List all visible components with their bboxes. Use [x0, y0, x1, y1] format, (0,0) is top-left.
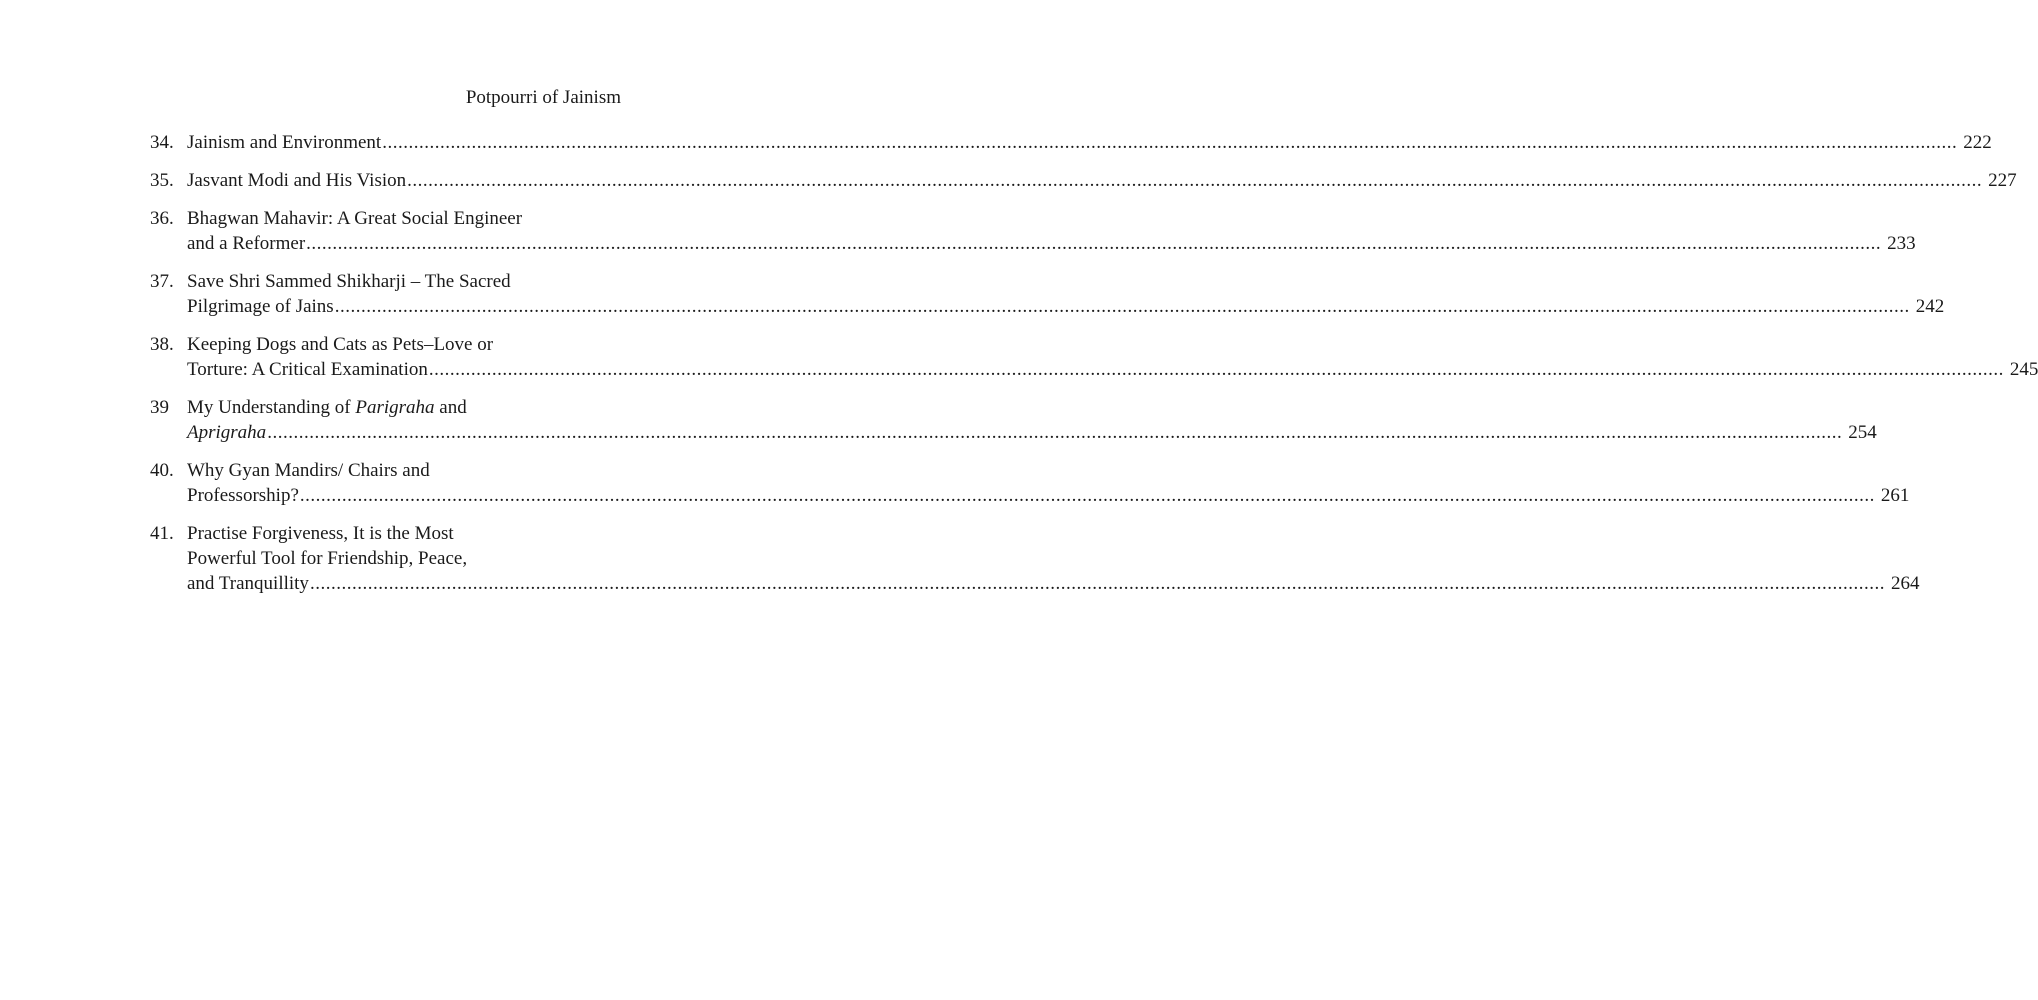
- toc-title-text: [187, 420, 266, 445]
- toc-entry-number: 34.: [150, 132, 174, 153]
- dot-leader: ............................................................................................................................................................................................................................................................................................................: [309, 573, 1885, 594]
- toc-title-line: [187, 521, 621, 546]
- toc-title-line: [187, 546, 621, 571]
- toc-title-text: Powerful Tool for Friendship, Peace,: [187, 548, 468, 569]
- toc-entry: [150, 130, 1992, 155]
- toc-entry: [150, 206, 1916, 256]
- running-head: Potpourri of Jainism: [465, 87, 621, 108]
- toc-entry: [150, 521, 1920, 596]
- toc-title-line: [187, 357, 2038, 382]
- toc-page-number: 227: [1988, 170, 2017, 191]
- italic-term: Aprigraha: [187, 422, 267, 443]
- toc-title-line: [187, 294, 1945, 319]
- toc-entry-number: 39: [150, 397, 169, 418]
- toc-page-number: 261: [1880, 485, 1910, 506]
- toc-title-text: Save Shri Sammed Shikharji – The Sacred: [187, 271, 511, 292]
- toc-entry-title: [187, 521, 1920, 596]
- toc-title-text: Jasvant Modi and His Vision: [187, 170, 407, 191]
- toc-entry: [150, 332, 2038, 382]
- toc-entry-number: 38.: [150, 334, 174, 355]
- toc-title-text: Professorship?: [187, 485, 299, 506]
- toc-page-number: 233: [1887, 233, 1916, 254]
- toc-entry: [150, 395, 1877, 445]
- toc-entry-title: [187, 130, 1992, 155]
- toc-title-line: [187, 420, 1877, 445]
- toc-entry: [150, 269, 1945, 319]
- toc-entry-number: 40.: [150, 460, 174, 481]
- toc-entry-title: [187, 206, 1916, 256]
- dot-leader: ............................................................................................................................................................................................................................................................................................................: [334, 296, 1910, 317]
- toc-title-line: [187, 395, 621, 420]
- toc-title-line: [187, 571, 1920, 596]
- italic-term: Parigraha: [355, 397, 435, 418]
- toc-title-line: [187, 332, 621, 357]
- toc-page-number: 254: [1848, 422, 1877, 443]
- toc-title-line: [187, 206, 621, 231]
- dot-leader: ............................................................................................................................................................................................................................................................................................................: [267, 422, 1843, 443]
- toc-title-line: [187, 231, 1916, 256]
- toc-title-line: [187, 168, 2017, 193]
- toc-entry-number: 41.: [150, 523, 174, 544]
- toc-title-text: and a Reformer: [187, 233, 306, 254]
- toc-entry-title: [187, 168, 2017, 193]
- dot-leader: ............................................................................................................................................................................................................................................................................................................: [407, 170, 1983, 191]
- toc-entry-title: [187, 332, 2038, 382]
- toc-title-text: Keeping Dogs and Cats as Pets–Love or: [187, 334, 494, 355]
- toc-entry: [150, 458, 1910, 508]
- dot-leader: ............................................................................................................................................................................................................................................................................................................: [299, 485, 1875, 506]
- toc-page-number: 242: [1915, 296, 1945, 317]
- dot-leader: ............................................................................................................................................................................................................................................................................................................: [382, 132, 1958, 153]
- toc-title-line: [187, 269, 621, 294]
- table-of-contents: [150, 130, 2038, 609]
- toc-title-text: and Tranquillity: [187, 573, 309, 594]
- toc-page-number: 245: [2009, 359, 2038, 380]
- toc-title-line: [187, 483, 1910, 508]
- toc-title-line: [187, 130, 1992, 155]
- toc-title-text: Why Gyan Mandirs/ Chairs and: [187, 460, 430, 481]
- toc-entry-number: 35.: [150, 170, 174, 191]
- toc-title-text: Torture: A Critical Examination: [187, 359, 428, 380]
- dot-leader: ............................................................................................................................................................................................................................................................................................................: [306, 233, 1882, 254]
- toc-entry-number: 36.: [150, 208, 174, 229]
- toc-title-text: Practise Forgiveness, It is the Most: [187, 523, 454, 544]
- toc-title-line: [187, 458, 621, 483]
- toc-entry-title: [187, 395, 1877, 445]
- toc-title-text: Pilgrimage of Jains: [187, 296, 334, 317]
- toc-entry-title: [187, 269, 1945, 319]
- toc-entry: [150, 168, 2017, 193]
- toc-title-text: My Understanding of Parigraha and: [187, 397, 467, 418]
- toc-entry-title: [187, 458, 1910, 508]
- toc-page-number: 264: [1890, 573, 1920, 594]
- toc-entry-number: 37.: [150, 271, 174, 292]
- toc-title-text: Jainism and Environment: [187, 132, 382, 153]
- toc-title-text: Bhagwan Mahavir: A Great Social Engineer: [187, 208, 523, 229]
- toc-page-number: 222: [1963, 132, 1992, 153]
- dot-leader: ............................................................................................................................................................................................................................................................................................................: [428, 359, 2004, 380]
